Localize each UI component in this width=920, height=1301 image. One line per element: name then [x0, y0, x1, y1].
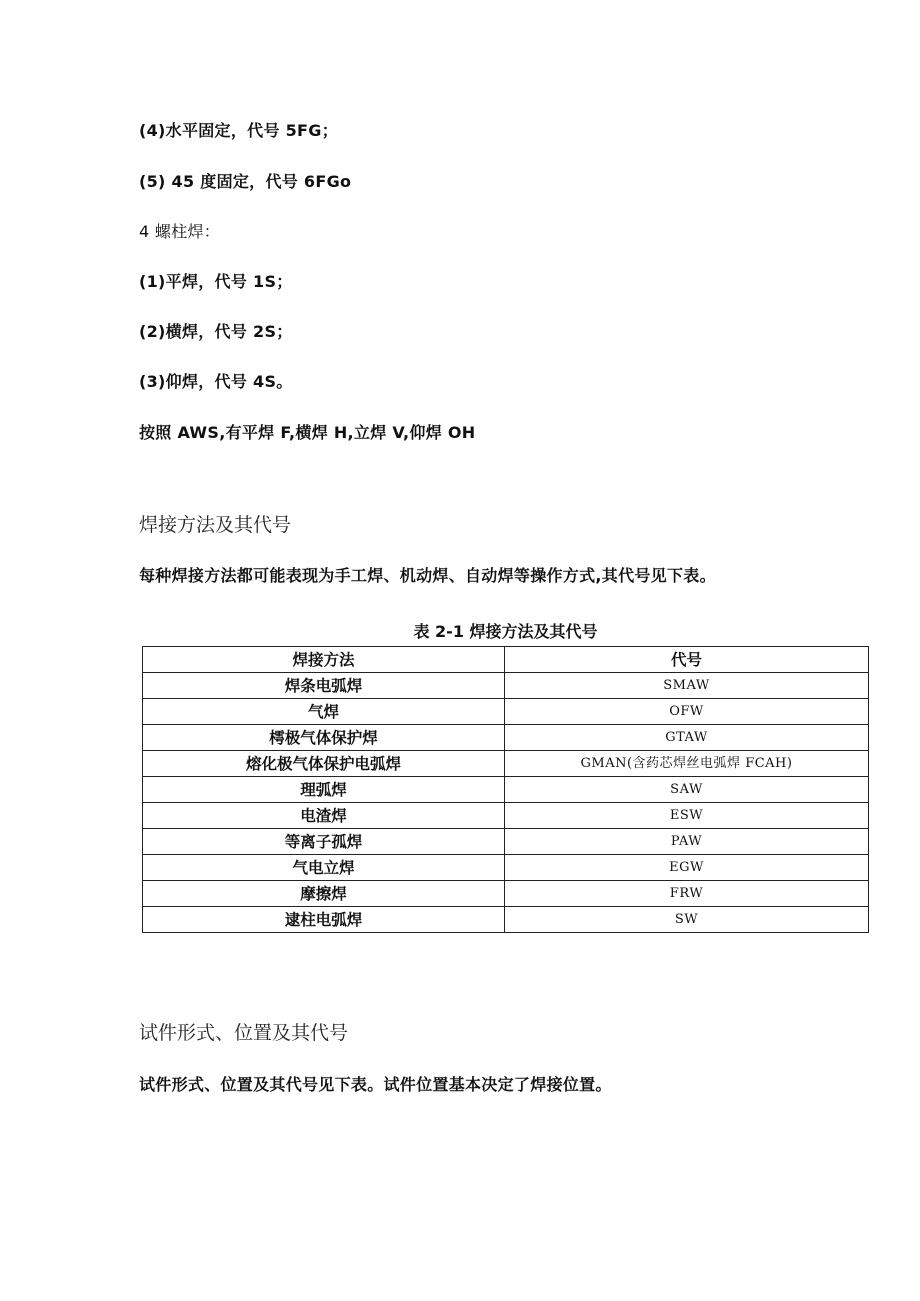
- code-cell: SMAW: [505, 673, 869, 699]
- code-cell: ESW: [505, 803, 869, 829]
- section-heading: 试件形式、位置及其代号: [139, 1022, 349, 1044]
- text-line: (4)水平固定，代号 5FG；: [139, 121, 339, 140]
- method-cell: 理弧焊: [143, 777, 505, 803]
- table-row: [143, 855, 869, 881]
- table-row: [143, 751, 869, 777]
- table-row: [143, 673, 869, 699]
- method-cell: 等离子孤焊: [143, 829, 505, 855]
- method-cell: 气电立焊: [143, 855, 505, 881]
- method-cell: 气焊: [143, 699, 505, 725]
- table-row: [143, 699, 869, 725]
- text-line: (2)横焊，代号 2S；: [139, 322, 293, 341]
- header-cell: 焊接方法: [143, 647, 505, 673]
- table-row: [143, 725, 869, 751]
- method-cell: 焊条电弧焊: [143, 673, 505, 699]
- text-line: (5) 45 度固定，代号 6FGo: [139, 172, 352, 191]
- text-line: (1)平焊，代号 1S；: [139, 272, 293, 291]
- welding-methods-table: [142, 646, 869, 933]
- code-cell: OFW: [505, 699, 869, 725]
- code-cell: FRW: [505, 881, 869, 907]
- text-line: 按照 AWS,有平焊 F,横焊 H,立焊 V,仰焊 OH: [139, 423, 476, 442]
- method-cell: 逮柱电弧焊: [143, 907, 505, 933]
- method-cell: 樗极气体保护焊: [143, 725, 505, 751]
- paragraph: 试件形式、位置及其代号见下表。试件位置基本决定了焊接位置。: [139, 1075, 612, 1094]
- text-line: (3)仰焊，代号 4S。: [139, 372, 293, 391]
- code-cell: SW: [505, 907, 869, 933]
- code-cell: GMAN(含药芯焊丝电弧焊 FCAH): [505, 751, 869, 777]
- table-row: [143, 777, 869, 803]
- code-cell: SAW: [505, 777, 869, 803]
- table-row: [143, 803, 869, 829]
- header-cell: 代号: [505, 647, 869, 673]
- code-cell: PAW: [505, 829, 869, 855]
- table-header-row: [143, 647, 869, 673]
- text-line: 4 螺柱焊：: [139, 222, 221, 241]
- table-row: [143, 881, 869, 907]
- table-row: [143, 829, 869, 855]
- method-cell: 电渣焊: [143, 803, 505, 829]
- method-cell: 熔化极气体保护电弧焊: [143, 751, 505, 777]
- code-cell: GTAW: [505, 725, 869, 751]
- table-row: [143, 907, 869, 933]
- method-cell: 摩擦焊: [143, 881, 505, 907]
- table-caption: 表 2-1 焊接方法及其代号: [413, 622, 598, 641]
- section-heading: 焊接方法及其代号: [139, 514, 292, 536]
- code-cell: EGW: [505, 855, 869, 881]
- paragraph: 每种焊接方法都可能表现为手工焊、机动焊、自动焊等操作方式,其代号见下表。: [139, 566, 716, 585]
